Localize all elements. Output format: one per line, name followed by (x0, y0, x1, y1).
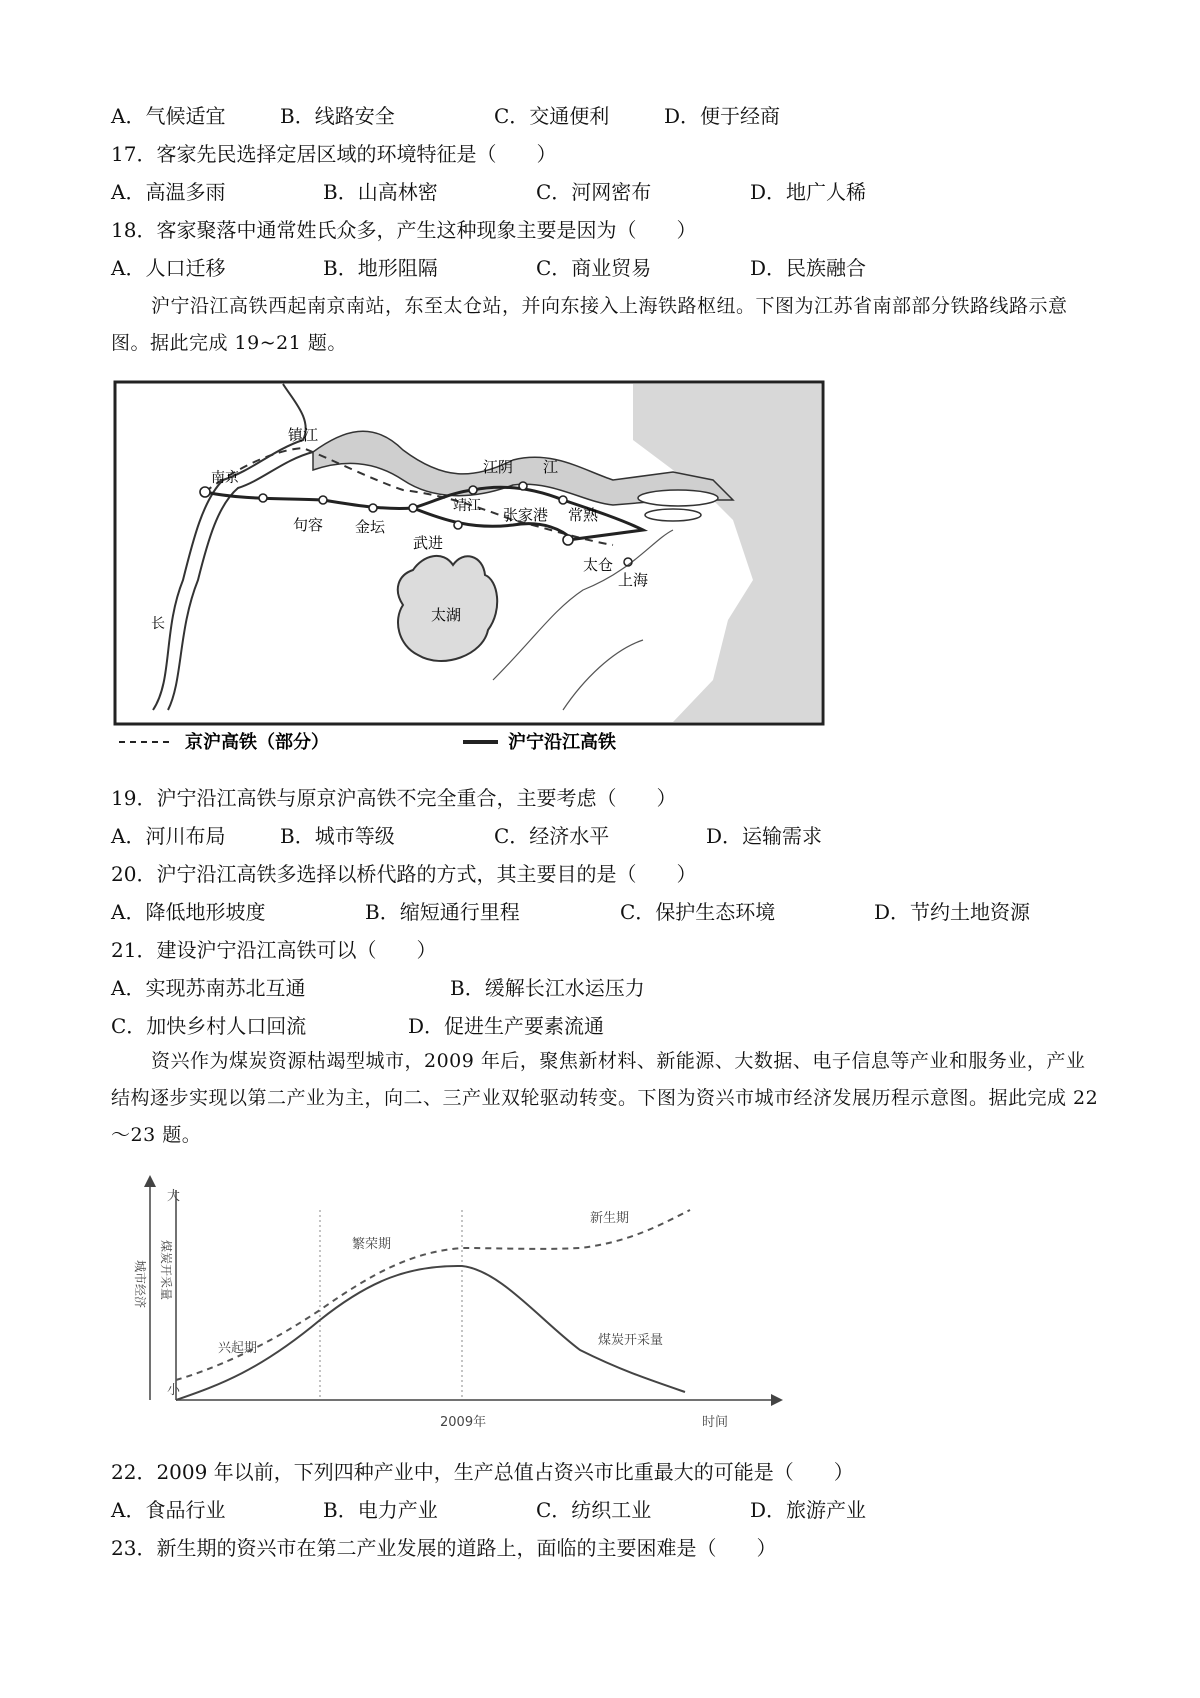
stage-label-rise: 兴起期 (218, 1341, 258, 1356)
q20-stem: 20．沪宁沿江高铁多选择以桥代路的方式，其主要目的是（ ） (111, 862, 697, 886)
label-shanghai: 上海 (618, 571, 649, 589)
q20-option-c: C．保护生态环境 (620, 900, 776, 924)
passage-railway (111, 288, 1101, 362)
passage-zixing-text: 资兴作为煤炭资源枯竭型城市，2009 年后，聚焦新材料、新能源、大数据、电子信息等产业和服务业，产业结构逐步实现以第二产业为主，向二、三产业双轮驱动转变。下图为资兴市城市经济发展历程示意图。据此完成 22～23 题。 (111, 1050, 1099, 1146)
q19-stem: 19．沪宁沿江高铁与原京沪高铁不完全重合，主要考虑（ ） (111, 786, 677, 810)
label-changshu: 常熟 (568, 506, 599, 524)
q19-option-b: B．城市等级 (280, 824, 395, 848)
q21-option-b: B．缓解长江水运压力 (450, 976, 645, 1000)
label-zhenjiang: 镇江 (288, 426, 319, 444)
label-jingjiang: 靖江 (453, 498, 481, 514)
q21-option-d: D．促进生产要素流通 (408, 1014, 605, 1038)
q17-option-b: B．山高林密 (323, 180, 438, 204)
x-tick-2009: 2009年 (440, 1415, 487, 1430)
q18-option-b: B．地形阻隔 (323, 256, 438, 280)
label-jiangyin: 江阴 (483, 458, 514, 476)
x-axis-title: 时间 (702, 1415, 729, 1430)
label-taihu: 太湖 (431, 606, 462, 624)
q18-stem: 18．客家聚落中通常姓氏众多，产生这种现象主要是因为（ ） (111, 218, 697, 242)
label-jintan: 金坛 (355, 518, 386, 536)
q19-option-a: A．河川布局 (111, 824, 226, 848)
q16-option-d: D．便于经商 (664, 104, 781, 128)
q16-option-c: C．交通便利 (494, 104, 610, 128)
q20-option-d: D．节约土地资源 (874, 900, 1031, 924)
q21-option-c: C．加快乡村人口回流 (111, 1014, 307, 1038)
q17-option-c: C．河网密布 (536, 180, 652, 204)
label-nanjing: 南京 (211, 470, 239, 486)
q23-stem: 23．新生期的资兴市在第二产业发展的道路上，面临的主要困难是（ ） (111, 1536, 777, 1560)
q19-option-c: C．经济水平 (494, 824, 610, 848)
label-jurong: 句容 (293, 516, 324, 534)
y-label-top: 大 (167, 1189, 181, 1204)
legend-dashed-label: 京沪高铁（部分） (185, 732, 329, 753)
q18-option-c: C．商业贸易 (536, 256, 652, 280)
label-zhangjiagang: 张家港 (503, 506, 549, 524)
q17-option-a: A．高温多雨 (111, 180, 226, 204)
q16-option-b: B．线路安全 (280, 104, 395, 128)
q20-option-b: B．缩短通行里程 (365, 900, 520, 924)
passage-railway-text: 沪宁沿江高铁西起南京南站，东至太仓站，并向东接入上海铁路枢纽。下图为江苏省南部部分铁路线路示意图。据此完成 19~21 题。 (111, 295, 1068, 354)
y-label-bottom: 小 (167, 1383, 181, 1398)
q19-option-d: D．运输需求 (706, 824, 823, 848)
q17-stem: 17．客家先民选择定居区域的环境特征是（ ） (111, 142, 557, 166)
y-axis-title-coal: 煤炭开采量 (159, 1240, 173, 1301)
q21-stem: 21．建设沪宁沿江高铁可以（ ） (111, 938, 437, 962)
label-taicang: 太仓 (583, 556, 614, 574)
zixing-development-chart (133, 1170, 800, 1440)
q22-option-c: C．纺织工业 (536, 1498, 652, 1522)
q17-option-d: D．地广人稀 (750, 180, 867, 204)
label-river-chang: 长 (151, 616, 165, 632)
label-wujin: 武进 (413, 534, 444, 552)
label-river-jiang: 江 (543, 458, 559, 476)
q21-option-a: A．实现苏南苏北互通 (111, 976, 306, 1000)
q20-option-a: A．降低地形坡度 (111, 900, 266, 924)
q22-stem: 22．2009 年以前，下列四种产业中，生产总值占资兴市比重最大的可能是（ ） (111, 1460, 854, 1484)
q22-option-d: D．旅游产业 (750, 1498, 867, 1522)
q18-option-a: A．人口迁移 (111, 256, 226, 280)
q18-option-d: D．民族融合 (750, 256, 867, 280)
q16-option-a: A．气候适宜 (111, 104, 226, 128)
y-axis-title-economy: 城市经济 (133, 1260, 147, 1309)
legend-solid-label: 沪宁沿江高铁 (508, 732, 616, 753)
q22-option-a: A．食品行业 (111, 1498, 226, 1522)
passage-zixing (111, 1043, 1101, 1154)
stage-label-renewal: 新生期 (590, 1211, 630, 1226)
railway-map (113, 380, 825, 752)
q22-option-b: B．电力产业 (323, 1498, 438, 1522)
curve-label-coal: 煤炭开采量 (598, 1333, 664, 1348)
island-small (645, 509, 701, 521)
chongming-island (638, 490, 718, 506)
stage-label-prosperity: 繁荣期 (352, 1237, 392, 1252)
